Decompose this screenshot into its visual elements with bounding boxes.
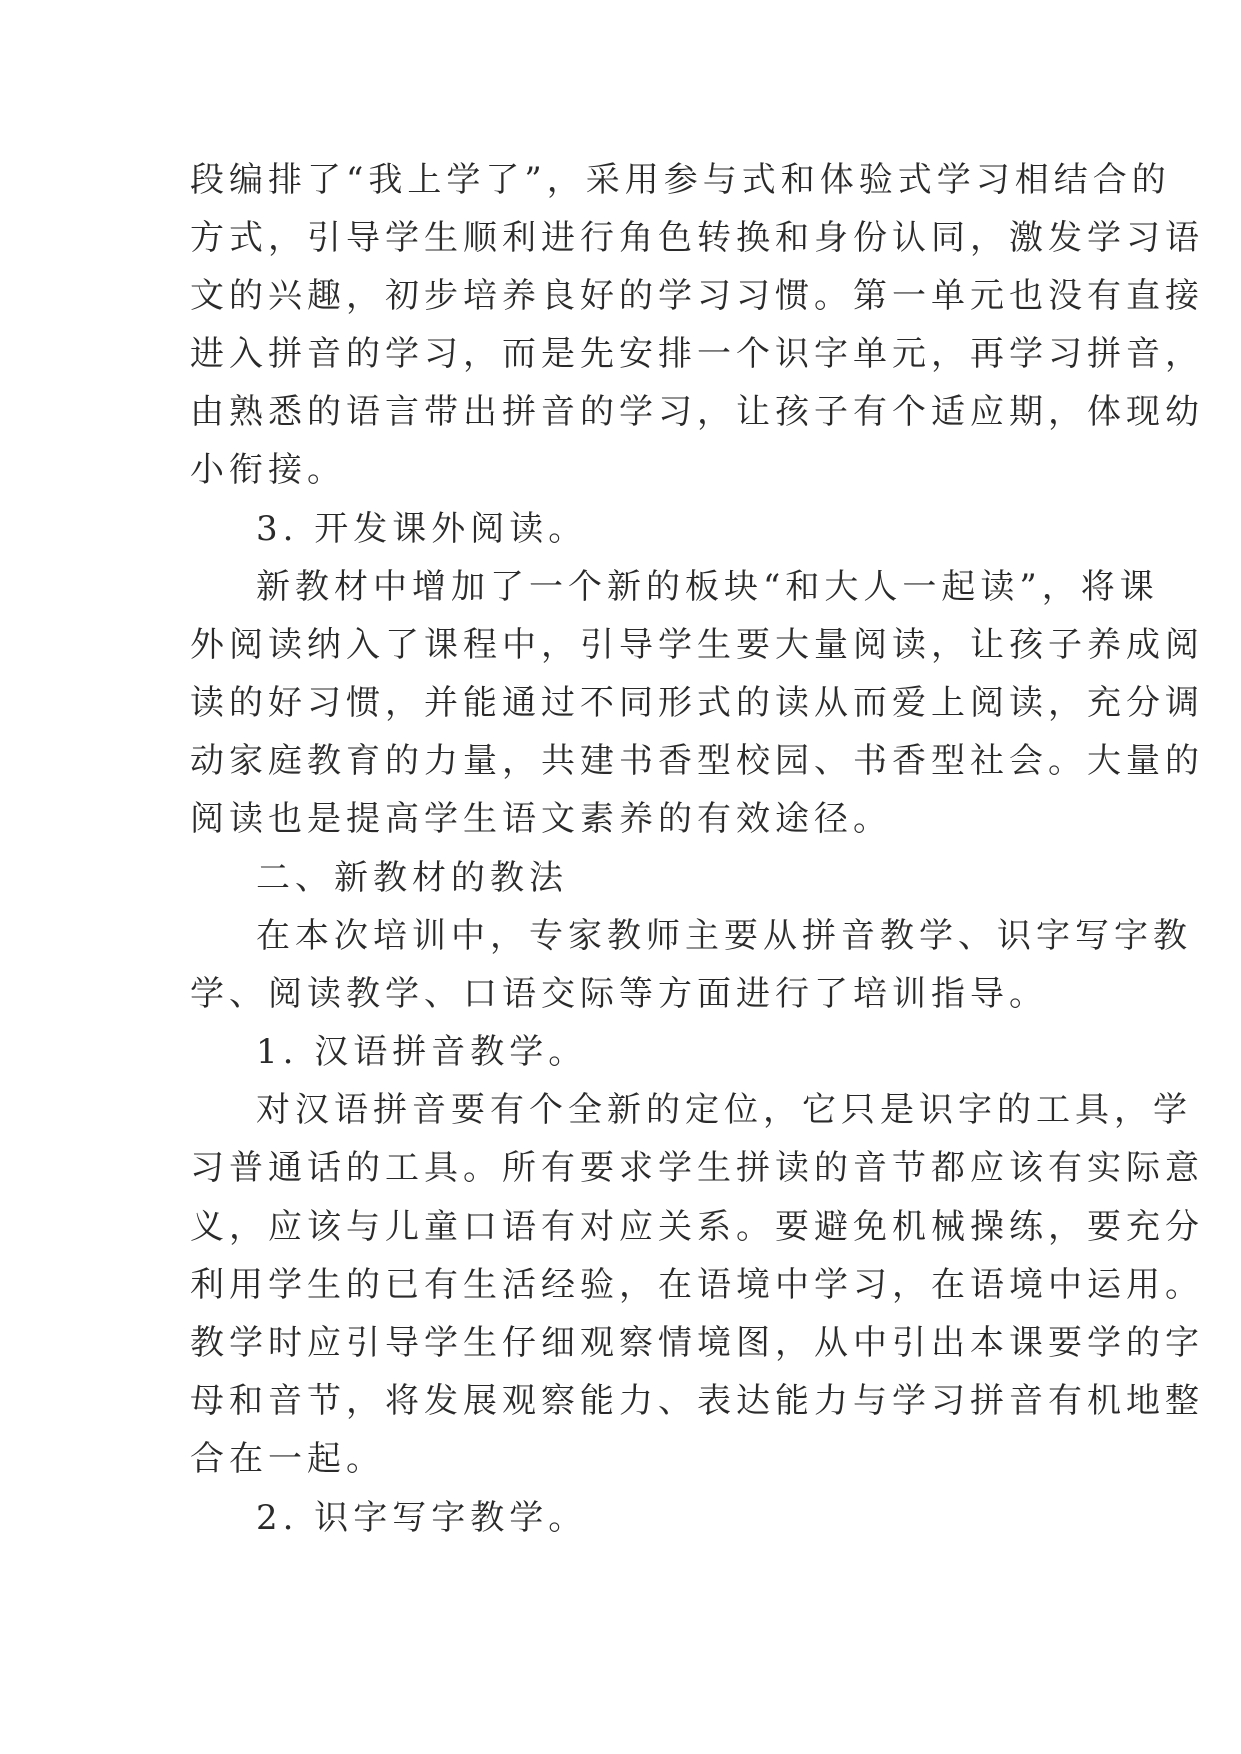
paragraph-line: 义，应该与儿童口语有对应关系。要避免机械操练，要充分 [190,1207,1204,1247]
section-heading: 二、新教材的教法 [256,858,568,898]
paragraph-line: 新教材中增加了一个新的板块“和大人一起读”，将课 [256,567,1159,607]
paragraph-line: 利用学生的已有生活经验，在语境中学习，在语境中运用。 [190,1265,1204,1305]
paragraph-line: 对汉语拼音要有个全新的定位，它只是识字的工具，学 [256,1090,1192,1130]
paragraph-line: 读的好习惯，并能通过不同形式的读从而爱上阅读，充分调 [190,683,1204,723]
paragraph-line: 外阅读纳入了课程中，引导学生要大量阅读，让孩子养成阅 [190,625,1204,665]
section-heading: 1. 汉语拼音教学。 [256,1032,588,1072]
paragraph-line: 习普通话的工具。所有要求学生拼读的音节都应该有实际意 [190,1148,1204,1188]
paragraph-line: 合在一起。 [190,1439,385,1479]
paragraph-line: 母和音节，将发展观察能力、表达能力与学习拼音有机地整 [190,1381,1204,1421]
section-heading: 3. 开发课外阅读。 [256,509,588,549]
paragraph-line: 段编排了“我上学了”，采用参与式和体验式学习相结合的 [190,160,1171,200]
paragraph-line: 学、阅读教学、口语交际等方面进行了培训指导。 [190,974,1048,1014]
paragraph-line: 文的兴趣，初步培养良好的学习习惯。第一单元也没有直接 [190,276,1204,316]
section-heading: 2. 识字写字教学。 [256,1498,588,1538]
paragraph-line: 小衔接。 [190,450,346,490]
paragraph-line: 动家庭教育的力量，共建书香型校园、书香型社会。大量的 [190,741,1204,781]
paragraph-line: 阅读也是提高学生语文素养的有效途径。 [190,799,892,839]
paragraph-line: 方式，引导学生顺利进行角色转换和身份认同，激发学习语 [190,218,1204,258]
paragraph-line: 由熟悉的语言带出拼音的学习，让孩子有个适应期，体现幼 [190,392,1204,432]
paragraph-line: 教学时应引导学生仔细观察情境图，从中引出本课要学的字 [190,1323,1204,1363]
paragraph-line: 进入拼音的学习，而是先安排一个识字单元，再学习拼音， [190,334,1204,374]
paragraph-line: 在本次培训中，专家教师主要从拼音教学、识字写字教 [256,916,1192,956]
